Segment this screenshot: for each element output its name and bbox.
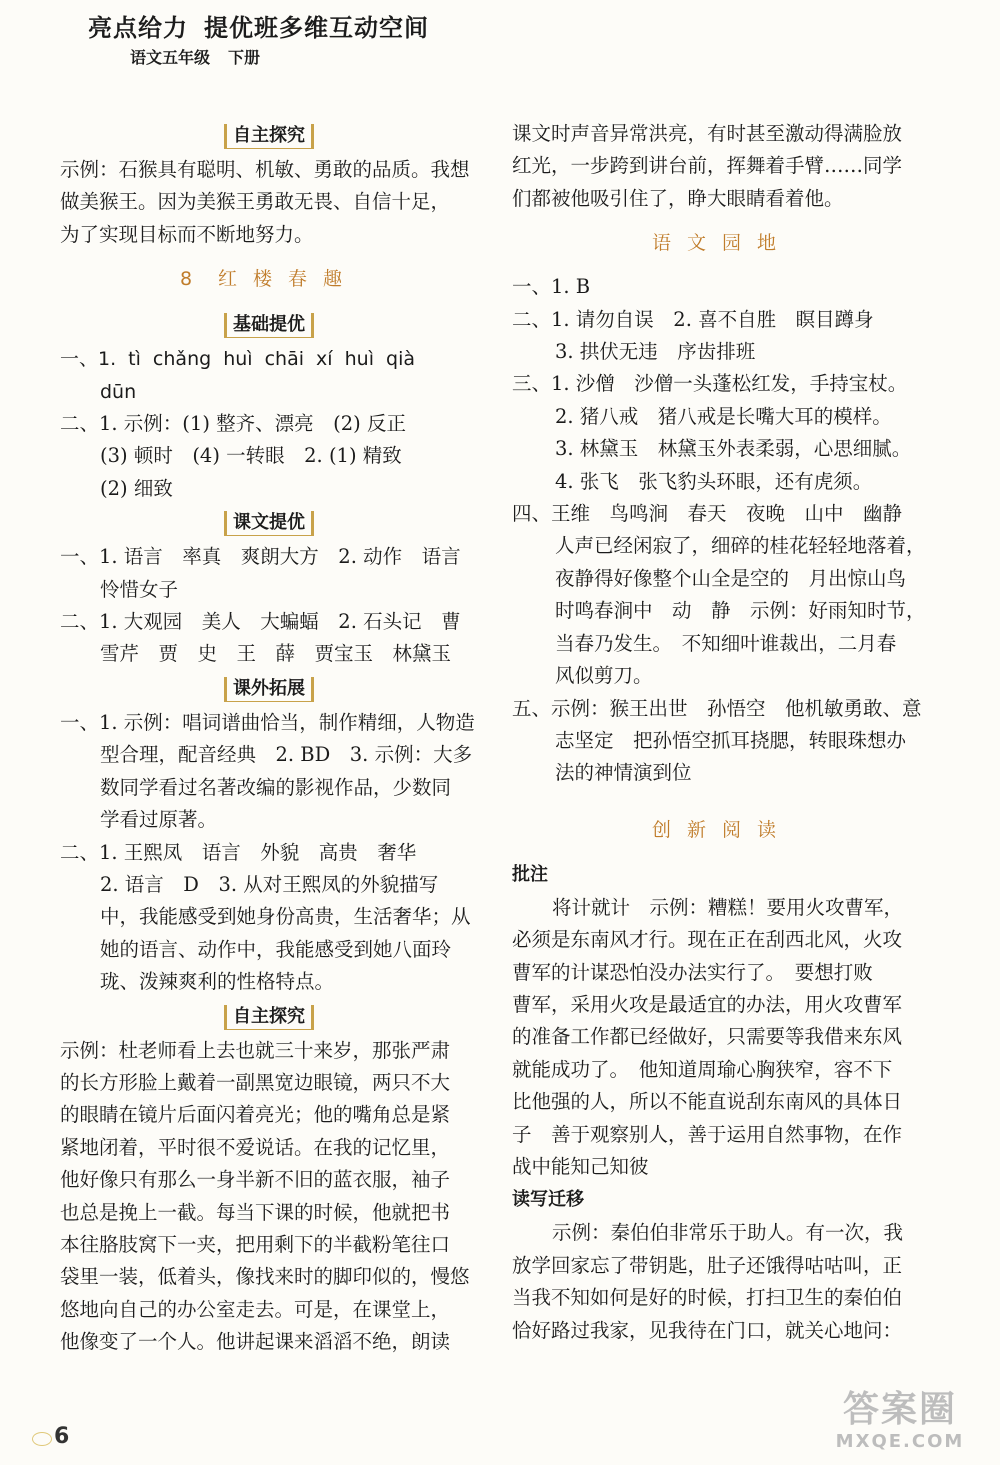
text-line: 示例：杜老师看上去也就三十来岁，那张严肃 <box>60 1038 451 1062</box>
text-line: 们都被他吸引住了，睁大眼睛看着他。 <box>512 186 844 210</box>
text-line: 二、1. 示例：(1) 整齐、漂亮 (2) 反正 <box>60 412 406 436</box>
text-line: 当我不知如何是好的时候，打扫卫生的秦伯伯 <box>512 1286 903 1310</box>
book-volume: 下册 <box>228 48 261 67</box>
lesson-title-8: 8 红楼春趣 <box>179 268 359 291</box>
text-line: 子 善于观察别人，善于运用自然事物，在作 <box>512 1122 903 1146</box>
text-line: 四、王维 鸟鸣涧 春天 夜晚 山中 幽静 <box>512 502 903 526</box>
text-line: 曹军的计谋恐怕没办法实行了。 要想打败 <box>512 960 873 984</box>
text-line: 恰好路过我家，见我待在门口，就关心地问： <box>512 1318 903 1342</box>
text-line: 示例：秦伯伯非常乐于助人。有一次，我 <box>552 1221 904 1245</box>
section-title-chuangxin: 创新阅读 <box>651 818 792 841</box>
text-line: (2) 细致 <box>100 476 173 500</box>
book-subtitle <box>88 45 445 68</box>
text-line: 一、1. tì chǎng huì chāi xí huì qià <box>60 348 416 371</box>
text-line: 袋里一装，低着头，像找来时的脚印似的，慢悠 <box>60 1265 470 1289</box>
section-heading-jichu: 基础提优 <box>60 309 478 341</box>
text-line: 珑、泼辣爽利的性格特点。 <box>100 970 335 994</box>
text-line: 一、1. 语言 率真 爽朗大方 2. 动作 语言 <box>60 545 461 569</box>
page-header <box>88 8 445 68</box>
text-line: 夜静得好像整个山全是空的 月出惊山鸟 <box>555 566 907 590</box>
text-line: 也总是挽上一截。每当下课的时候，他就把书 <box>60 1200 451 1224</box>
text-line: 二、1. 王熙凤 语言 外貌 高贵 奢华 <box>60 840 417 864</box>
text-line: (3) 顿时 (4) 一转眼 2. (1) 精致 <box>100 444 402 468</box>
text-line: 曹军，采用火攻是最适宜的办法，用火攻曹军 <box>512 992 903 1016</box>
text-line: 学看过原著。 <box>100 808 218 832</box>
section-heading-kewen: 课文提优 <box>60 507 478 539</box>
watermark-url: MXQE.COM <box>835 1431 965 1452</box>
page-number-ornament-icon <box>32 1432 52 1446</box>
text-line: 数同学看过名著改编的影视作品，少数同 <box>100 775 452 799</box>
text-line: 怜惜女子 <box>100 577 179 601</box>
text-line: 红光，一步跨到讲台前，挥舞着手臂……同学 <box>512 154 903 178</box>
text-line: 课文时声音异常洪亮，有时甚至激动得满脸放 <box>512 122 903 145</box>
text-line: 3. 林黛玉 林黛玉外表柔弱，心思细腻。 <box>555 437 912 461</box>
text-line: 二、1. 大观园 美人 大蝙蝠 2. 石头记 曹 <box>60 610 461 634</box>
text-line: 一、1. B <box>512 275 591 299</box>
watermark-logo <box>814 1389 986 1459</box>
right-column <box>512 118 932 1347</box>
text-line: 风似剪刀。 <box>555 664 653 688</box>
text-line: 的眼睛在镜片后面闪着亮光；他的嘴角总是紧 <box>60 1103 451 1127</box>
text-line: 为了实现目标而不断地努力。 <box>60 222 314 246</box>
text-line: 人声已经闲寂了，细碎的桂花轻轻地落着， <box>555 534 926 558</box>
book-title <box>88 8 445 43</box>
text-line: 型合理，配音经典 2. BD 3. 示例：大多 <box>100 743 473 767</box>
text-line: 3. 拱伏无违 序齿排班 <box>555 340 756 364</box>
text-line: 2. 语言 D 3. 从对王熙凤的外貌描写 <box>100 872 439 896</box>
text-line: dūn <box>100 380 137 403</box>
text-line: 五、示例：猴王出世 孙悟空 他机敏勇敢、意 <box>512 696 922 720</box>
page-number: 6 <box>54 1424 70 1449</box>
text-line: 时鸣春涧中 动 静 示例：好雨知时节， <box>555 599 926 623</box>
text-line: 她的语言、动作中，我能感受到她八面玲 <box>100 937 452 961</box>
text-line: 就能成功了。 他知道周瑜心胸狭窄，容不下 <box>512 1057 893 1081</box>
text-line: 做美猴王。因为美猴王勇敢无畏、自信十足， <box>60 190 451 214</box>
text-line: 的长方形脸上戴着一副黑宽边眼镜，两只不大 <box>60 1070 451 1094</box>
text-line: 当春乃发生。 不知细叶谁裁出，二月春 <box>555 631 897 655</box>
text-line: 一、1. 示例：唱词谱曲恰当，制作精细，人物造 <box>60 710 475 734</box>
section-title-yuwen-yuandi: 语文园地 <box>651 232 792 255</box>
section-heading-kewai: 课外拓展 <box>60 673 478 705</box>
text-line: 4. 张飞 张飞豹头环眼，还有虎须。 <box>555 469 873 493</box>
text-line: 必须是东南风才行。现在正在刮西北风，火攻 <box>512 928 903 952</box>
section-heading-zizhu-1: 自主探究 <box>60 120 478 152</box>
text-line: 将计就计 示例：糟糕！要用火攻曹军， <box>552 895 904 919</box>
book-title-part2: 提优班多维互动空间 <box>204 14 429 42</box>
book-grade: 语文五年级 <box>130 48 211 67</box>
text-line: 放学回家忘了带钥匙，肚子还饿得咕咕叫，正 <box>512 1253 903 1277</box>
text-line: 他像变了一个人。他讲起课来滔滔不绝，朗读 <box>60 1330 451 1354</box>
text-line: 比他强的人，所以不能直说刮东南风的具体日 <box>512 1090 903 1114</box>
left-column <box>60 118 478 1359</box>
text-line: 紧地闭着，平时很不爱说话。在我的记忆里， <box>60 1135 451 1159</box>
book-title-part1: 亮点给力 <box>88 14 188 42</box>
subsection-heading-pizhu: 批注 <box>512 863 548 885</box>
text-line: 雪芹 贾 史 王 薛 贾宝玉 林黛玉 <box>100 642 452 666</box>
text-line: 二、1. 请勿自误 2. 喜不自胜 瞑目蹲身 <box>512 307 874 331</box>
text-line: 法的神情演到位 <box>555 761 692 785</box>
text-line: 三、1. 沙僧 沙僧一头蓬松红发，手持宝杖。 <box>512 372 908 396</box>
watermark-text: 答案圈 <box>842 1389 957 1430</box>
text-line: 志坚定 把孙悟空抓耳挠腮，转眼珠想办 <box>555 728 907 752</box>
text-line: 2. 猪八戒 猪八戒是长嘴大耳的模样。 <box>555 404 892 428</box>
text-line: 悠地向自己的办公室走去。可是，在课堂上， <box>60 1297 451 1321</box>
section-heading-zizhu-2: 自主探究 <box>60 1001 478 1033</box>
subsection-heading-duxie: 读写迁移 <box>512 1189 584 1211</box>
text-line: 示例：石猴具有聪明、机敏、勇敢的品质。我想 <box>60 158 470 181</box>
text-line: 本往胳肢窝下一夹，把用剩下的半截粉笔往口 <box>60 1232 451 1256</box>
text-line: 他好像只有那么一身半新不旧的蓝衣服，袖子 <box>60 1168 451 1192</box>
text-line: 战中能知己知彼 <box>512 1154 649 1178</box>
text-line: 中，我能感受到她身份高贵，生活奢华；从 <box>100 905 471 929</box>
text-line: 的准备工作都已经做好，只需要等我借来东风 <box>512 1025 903 1049</box>
